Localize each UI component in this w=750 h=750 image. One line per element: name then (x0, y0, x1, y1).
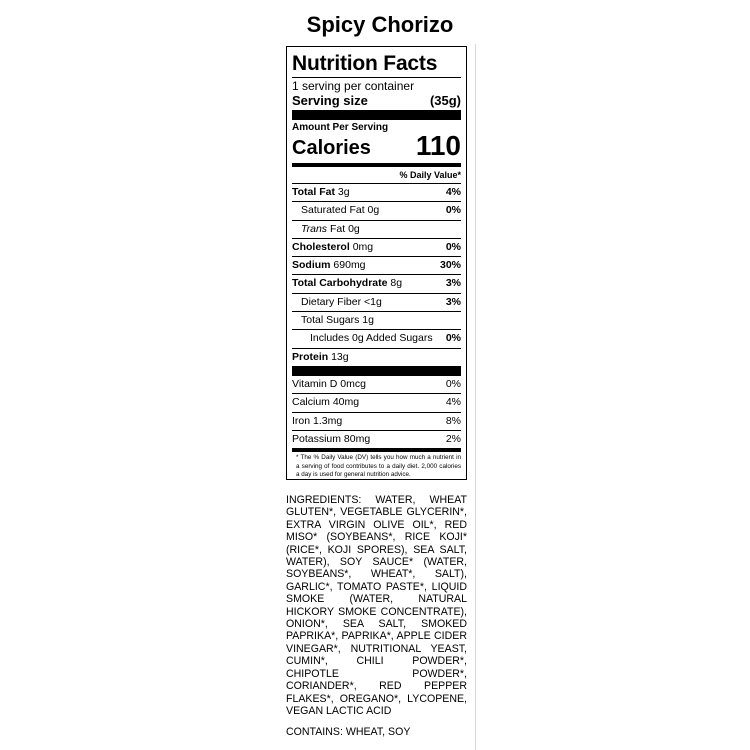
nutrient-name: Total Carbohydrate (292, 277, 388, 290)
nutrient-dv: 0% (445, 240, 461, 253)
nutrient-row-added-sugars (292, 329, 461, 347)
vitamin-dv: 2% (445, 432, 461, 445)
nutrient-name: Includes 0g Added Sugars (310, 332, 433, 345)
calories-row (292, 132, 461, 160)
nutrient-dv: 0% (445, 332, 461, 345)
vitamin-row (292, 376, 461, 393)
nutrient-row-saturated-fat (292, 201, 461, 219)
vitamin-dv: 8% (445, 414, 461, 427)
nutrient-row-sodium (292, 256, 461, 274)
servings-per-container: 1 serving per container (292, 79, 415, 93)
nutrient-row-total-carbohydrate (292, 274, 461, 292)
nutrient-amount: 0g (348, 222, 360, 235)
nutrient-name: Total Fat (292, 186, 335, 198)
nutrient-amount: 0g (367, 204, 380, 217)
daily-value-header: % Daily Value* (399, 170, 461, 180)
nutrient-name: Cholesterol (292, 240, 350, 253)
nutrient-dv: 0% (445, 204, 461, 217)
nutrient-amount: <1g (364, 295, 382, 308)
nutrient-row-protein (292, 348, 461, 366)
nutrition-facts-label (286, 46, 467, 480)
vitamin-name: Iron 1.3mg (292, 414, 343, 427)
label-title: Nutrition Facts (292, 52, 438, 75)
calories-value: 110 (415, 130, 461, 161)
nutrient-name: Sodium (292, 259, 331, 272)
vitamin-name: Potassium 80mg (292, 432, 371, 445)
product-title: Spicy Chorizo (306, 12, 454, 37)
nutrient-row-total-sugars (292, 311, 461, 329)
nutrient-row-cholesterol (292, 238, 461, 256)
vertical-divider (475, 44, 476, 750)
nutrient-amount: 3g (337, 186, 350, 198)
amount-per-serving: Amount Per Serving (292, 122, 389, 133)
serving-size-label: Serving size (292, 93, 368, 108)
nutrient-amount: 1g (362, 314, 374, 327)
ingredients-list: INGREDIENTS: WATER, WHEAT GLUTEN*, VEGETABLE GLYCERIN*, EXTRA VIRGIN OLIVE OIL*, RED MISO* (SOYBEANS*, RICE KOJI* (RICE*, KOJI SPORES), SEA SALT, WATER), SOY SAUCE* (WATER, SOYBEANS*, WHEAT*, SALT), GARLIC*, TOMATO PASTE*, LIQUID SMOKE (WATER, NATURAL HICKORY SMOKE CONCENTRATE), ONION*, SEA SALT, SMOKED PAPRIKA*, PAPRIKA*, APPLE CIDER VINEGAR*, NUTRITIONAL YEAST, CUMIN*, CHILI POWDER*, CHIPOTLE POWDER*, CORIANDER*, RED PEPPER FLAKES*, OREGANO*, LYCOPENE, VEGAN LACTIC ACID (286, 494, 467, 717)
rule (292, 77, 461, 78)
nutrient-amount: 13g (331, 350, 349, 363)
rule-thick (292, 366, 461, 376)
vitamin-row (292, 412, 461, 430)
nutrient-dv: 3% (445, 277, 461, 290)
nutrient-name-suffix: Fat (329, 222, 346, 235)
vitamin-row (292, 430, 461, 448)
nutrient-name: Trans (301, 222, 328, 235)
vitamin-name: Calcium 40mg (292, 396, 360, 409)
calories-label: Calories (292, 137, 371, 159)
nutrient-row-dietary-fiber (292, 293, 461, 311)
vitamin-dv: 0% (445, 377, 461, 390)
nutrient-amount: 8g (390, 277, 403, 290)
nutrient-row-trans-fat (292, 220, 461, 238)
serving-size-value: (35g) (429, 93, 461, 108)
nutrient-name: Saturated Fat (301, 204, 365, 217)
vitamin-name: Vitamin D 0mcg (292, 377, 366, 390)
nutrient-name: Dietary Fiber (301, 295, 362, 308)
daily-value-footnote: * The % Daily Value (DV) tells you how much a nutrient in a serving of food contributes to a daily diet. 2,000 calories a day is used for general nutrition advice. (296, 454, 461, 478)
nutrient-row-total-fat (292, 183, 461, 201)
nutrient-name: Protein (292, 350, 329, 363)
nutrient-dv: 3% (445, 295, 461, 308)
nutrient-name: Total Sugars (301, 314, 360, 327)
vitamin-row (292, 393, 461, 411)
nutrient-dv: 4% (445, 186, 461, 198)
nutrient-amount: 0mg (352, 240, 374, 253)
rule-thick (292, 110, 461, 120)
allergen-statement: CONTAINS: WHEAT, SOY (286, 726, 411, 738)
serving-size-row (292, 93, 461, 108)
vitamin-dv: 4% (445, 396, 461, 409)
nutrient-dv: 30% (439, 259, 461, 272)
nutrient-amount: 690mg (333, 259, 366, 272)
rule-medium (292, 448, 461, 452)
